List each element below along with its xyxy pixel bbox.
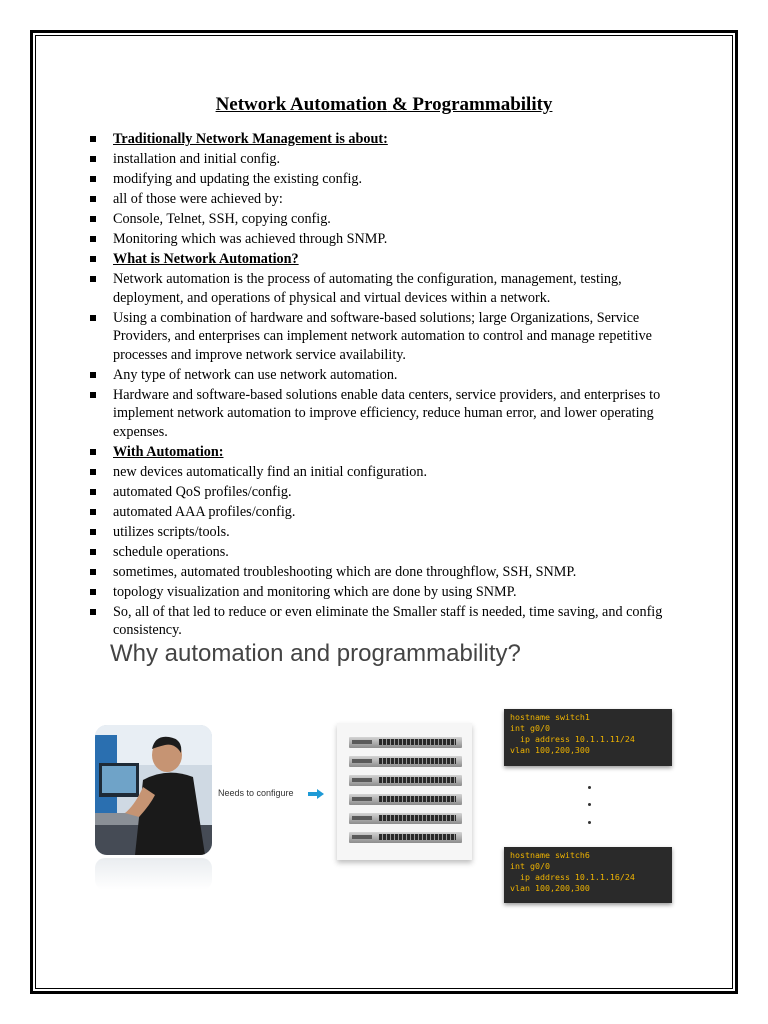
- bullet-square-icon: [90, 372, 96, 378]
- terminal-switch6-config: [504, 847, 672, 903]
- bullet-text: Hardware and software-based solutions enable data centers, service providers, and enterprises to implement network automation to improve efficiency, reduce human error, and lower operating expenses.: [113, 386, 661, 440]
- ellipsis-dot: [588, 786, 591, 789]
- bullet-text: Traditionally Network Management is about:: [113, 131, 388, 147]
- bullet-square-icon: [90, 392, 96, 398]
- bullet-square-icon: [90, 569, 96, 575]
- bullet-text: modifying and updating the existing config.: [113, 171, 363, 187]
- bullet-square-icon: [90, 469, 96, 475]
- bullet-text: installation and initial config.: [113, 151, 281, 167]
- bullet-item: [90, 366, 690, 385]
- bullet-item: [90, 230, 690, 249]
- bullet-item: [90, 463, 690, 482]
- bullet-text: What is Network Automation?: [113, 251, 299, 267]
- bullet-list: [90, 130, 690, 641]
- bullet-square-icon: [90, 236, 96, 242]
- bullet-square-icon: [90, 216, 96, 222]
- bullet-square-icon: [90, 276, 96, 282]
- bullet-text: all of those were achieved by:: [113, 191, 283, 207]
- slide-title: Why automation and programmability?: [110, 640, 521, 667]
- bullet-text: utilizes scripts/tools.: [113, 523, 230, 540]
- bullet-item: [90, 210, 690, 229]
- bullet-item: [90, 543, 690, 562]
- bullet-text: topology visualization and monitoring which are done by using SNMP.: [113, 583, 517, 600]
- bullet-item: [90, 563, 690, 582]
- bullet-heading: [90, 130, 690, 149]
- ellipsis-dot: [588, 821, 591, 824]
- bullet-item: [90, 483, 690, 502]
- arrow-right-icon: [308, 789, 324, 799]
- bullet-square-icon: [90, 176, 96, 182]
- network-switch: [349, 756, 462, 767]
- network-switch: [349, 832, 462, 843]
- bullet-text: automated QoS profiles/config.: [113, 483, 292, 500]
- bullet-square-icon: [90, 509, 96, 515]
- network-switch: [349, 813, 462, 824]
- bullet-text: new devices automatically find an initial configuration.: [113, 463, 427, 480]
- terminal-line: int g0/0: [510, 861, 550, 871]
- bullet-text: So, all of that led to reduce or even eliminate the Smaller staff is needed, time saving, and config consistency.: [113, 603, 663, 638]
- bullet-square-icon: [90, 609, 96, 615]
- terminal-switch1-config: [504, 709, 672, 766]
- bullet-text: Using a combination of hardware and software-based solutions; large Organizations, Service Providers, and enterprises can implement network automation to control and manage repetitive processes and improve network service availability.: [113, 309, 652, 363]
- terminal-line: hostname switch1: [510, 712, 590, 722]
- bullet-item: [90, 503, 690, 522]
- bullet-item: [90, 270, 690, 307]
- switch-stack: [337, 723, 472, 860]
- bullet-square-icon: [90, 256, 96, 262]
- network-switch: [349, 737, 462, 748]
- terminal-line: vlan 100,200,300: [510, 883, 590, 893]
- bullet-text: With Automation:: [113, 443, 224, 460]
- bullet-square-icon: [90, 589, 96, 595]
- network-switch: [349, 794, 462, 805]
- engineer-photo: [95, 725, 212, 855]
- bullet-square-icon: [90, 196, 96, 202]
- bullet-text: Any type of network can use network automation.: [113, 366, 398, 383]
- terminal-line: ip address 10.1.1.11/24: [510, 734, 635, 744]
- terminal-line: vlan 100,200,300: [510, 745, 590, 755]
- bullet-heading: [90, 250, 690, 269]
- bullet-item: [90, 603, 690, 640]
- bullet-item: [90, 150, 690, 169]
- terminal-line: hostname switch6: [510, 850, 590, 860]
- ellipsis-dot: [588, 803, 591, 806]
- bullet-square-icon: [90, 549, 96, 555]
- photo-reflection: [95, 858, 212, 890]
- bullet-text: automated AAA profiles/config.: [113, 503, 296, 520]
- bullet-item: [90, 309, 690, 365]
- network-switch: [349, 775, 462, 786]
- bullet-square-icon: [90, 449, 96, 455]
- bullet-item: [90, 170, 690, 189]
- terminal-line: int g0/0: [510, 723, 550, 733]
- bullet-item: [90, 523, 690, 542]
- bullet-heading: [90, 443, 690, 462]
- bullet-text: Console, Telnet, SSH, copying config.: [113, 211, 331, 227]
- bullet-text: Monitoring which was achieved through SNMP.: [113, 231, 388, 247]
- bullet-text: schedule operations.: [113, 543, 229, 560]
- needs-to-configure-label: Needs to configure: [218, 788, 294, 798]
- bullet-text: sometimes, automated troubleshooting which are done throughflow, SSH, SNMP.: [113, 563, 577, 580]
- bullet-square-icon: [90, 489, 96, 495]
- bullet-item: [90, 583, 690, 602]
- bullet-square-icon: [90, 529, 96, 535]
- bullet-square-icon: [90, 136, 96, 142]
- bullet-item: [90, 386, 690, 442]
- bullet-text: Network automation is the process of automating the configuration, management, testing, deployment, and operations of physical and virtual devices within a network.: [113, 271, 622, 306]
- bullet-item: [90, 190, 690, 209]
- page-title: Network Automation & Programmability: [215, 94, 553, 115]
- bullet-square-icon: [90, 156, 96, 162]
- terminal-line: ip address 10.1.1.16/24: [510, 872, 635, 882]
- bullet-square-icon: [90, 315, 96, 321]
